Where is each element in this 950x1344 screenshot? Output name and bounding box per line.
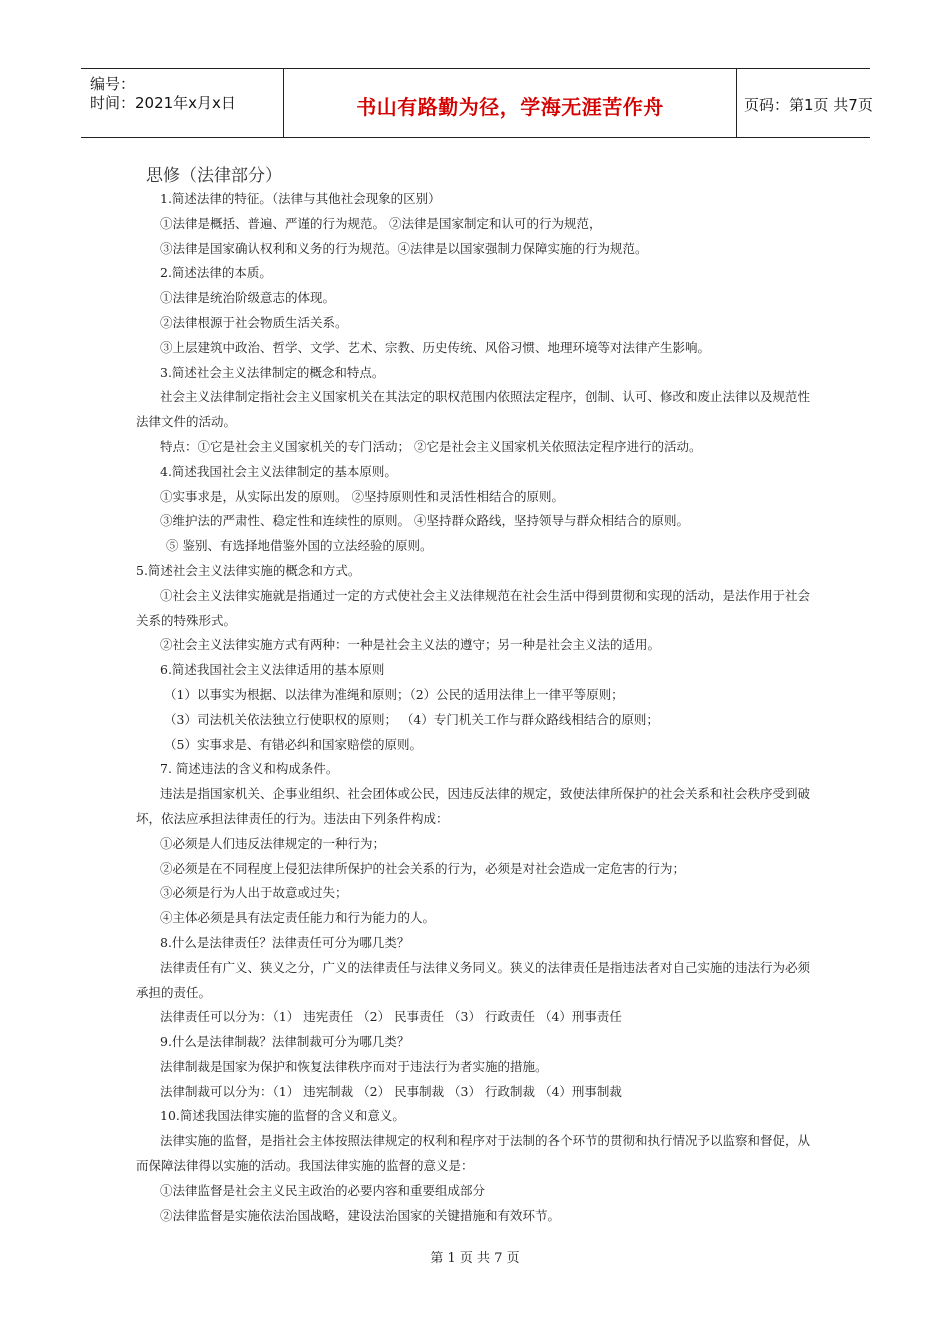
paragraph: 1.简述法律的特征。（法律与其他社会现象的区别） [160,191,441,206]
header-right-cell [736,69,873,137]
paragraph: 3.简述社会主义法律制定的概念和特点。 [160,364,385,380]
paragraph: 8.什么是法律责任？法律责任可分为哪几类？ [160,934,410,950]
header-center-cell [283,69,737,137]
paragraph: 4.简述我国社会主义法律制定的基本原则。 [160,463,397,479]
paragraph: ①实事求是，从实际出发的原则。 ②坚持原则性和灵活性相结合的原则。 [160,488,564,504]
document-body [136,187,816,1228]
paragraph: 违法是指国家机关、企事业组织、社会团体或公民，因违反法律的规定，致使法律所保护的社会关系和社会秩序受到破坏，依法应承担法律责任的行为。违法由下列条件构成： [136,786,811,826]
paragraph: （5）实事求是、有错必纠和国家赔偿的原则。 [164,736,422,752]
paragraph: （3）司法机关依法独立行使职权的原则； （4）专门机关工作与群众路线相结合的原则； [164,711,659,727]
paragraph: ②法律根源于社会物质生活关系。 [160,314,348,330]
paragraph: 5.简述社会主义法律实施的概念和方式。 [136,562,361,578]
paragraph: 社会主义法律制定指社会主义国家机关在其法定的职权范围内依照法定程序，创制、认可、修改和废止法律以及规范性法律文件的活动。 [136,389,811,430]
header-motto: 书山有路勤为径，学海无涯苦作舟 [356,95,664,119]
document-title: 思修（法律部分） [146,166,282,186]
paragraph: ①法律是统治阶级意志的体现。 [160,290,336,306]
paragraph: 法律实施的监督，是指社会主体按照法律规定的权利和程序对于法制的各个环节的贯彻和执行情况予以监察和督促，从而保障法律得以实施的活动。我国法律实施的监督的意义是： [136,1133,811,1174]
document-date-label: 时间：2021年x月x日 [90,94,236,112]
paragraph: 10.简述我国法律实施的监督的含义和意义。 [160,1108,405,1124]
page-footer: 第 1 页 共 7 页 [430,1251,520,1266]
paragraph: 法律制裁可以分为：（1） 违宪制裁 （2） 民事制裁 （3） 行政制裁 （4）刑事制裁 [160,1083,622,1099]
paragraph: 6.简述我国社会主义法律适用的基本原则 [160,662,385,678]
paragraph: ③上层建筑中政治、哲学、文学、艺术、宗教、历史传统、风俗习惯、地理环境等对法律产生影响。 [160,339,711,355]
paragraph: ②必须是在不同程度上侵犯法律所保护的社会关系的行为，必须是对社会造成一定危害的行为； [160,860,686,876]
paragraph: 法律责任可以分为：（1） 违宪责任 （2） 民事责任 （3） 行政责任 （4）刑事责任 [160,1009,622,1025]
header-left-cell [81,69,283,137]
paragraph: 2.简述法律的本质。 [160,265,272,281]
paragraph: ③维护法的严肃性、稳定性和连续性的原则。 ④坚持群众路线，坚持领导与群众相结合的原则。 [160,513,689,529]
paragraph: 法律责任有广义、狭义之分，广义的法律责任与法律义务同义。狭义的法律责任是指违法者对自己实施的违法行为必须承担的责任。 [136,959,811,1000]
paragraph: ①法律是概括、普遍、严谨的行为规范。 ②法律是国家制定和认可的行为规范， [160,215,602,231]
paragraph: ②社会主义法律实施方式有两种：一种是社会主义法的遵守；另一种是社会主义法的适用。 [160,637,661,653]
paragraph: ①法律监督是社会主义民主政治的必要内容和重要组成部分 [160,1182,486,1198]
paragraph: 7. 简述违法的含义和构成条件。 [160,761,339,777]
header-page-number: 页码：第1页 共7页 [744,96,873,114]
paragraph: 法律制裁是国家为保护和恢复法律秩序而对于违法行为者实施的措施。 [160,1058,548,1074]
page-header [81,68,873,138]
paragraph: ④主体必须是具有法定责任能力和行为能力的人。 [160,910,436,926]
document-number-label: 编号： [90,75,136,93]
paragraph: ③法律是国家确认权利和义务的行为规范。④法律是以国家强制力保障实施的行为规范。 [160,240,648,256]
paragraph: 特点：①它是社会主义国家机关的专门活动； ②它是社会主义国家机关依照法定程序进行的活动。 [160,438,702,454]
paragraph: ②法律监督是实施依法治国战略，建设法治国家的关键措施和有效环节。 [160,1207,561,1223]
paragraph: ①社会主义法律实施就是指通过一定的方式使社会主义法律规范在社会生活中得到贯彻和实现的活动，是法作用于社会关系的特殊形式。 [136,587,811,628]
paragraph: ③必须是行为人出于故意或过失； [160,885,348,901]
paragraph: 9.什么是法律制裁？法律制裁可分为哪几类？ [160,1034,410,1050]
paragraph: ①必须是人们违反法律规定的一种行为； [160,835,386,851]
paragraph: ⑤ 鉴别、有选择地借鉴外国的立法经验的原则。 [166,538,433,554]
paragraph: （1）以事实为根据、以法律为准绳和原则；（2）公民的适用法律上一律平等原则； [164,686,624,702]
